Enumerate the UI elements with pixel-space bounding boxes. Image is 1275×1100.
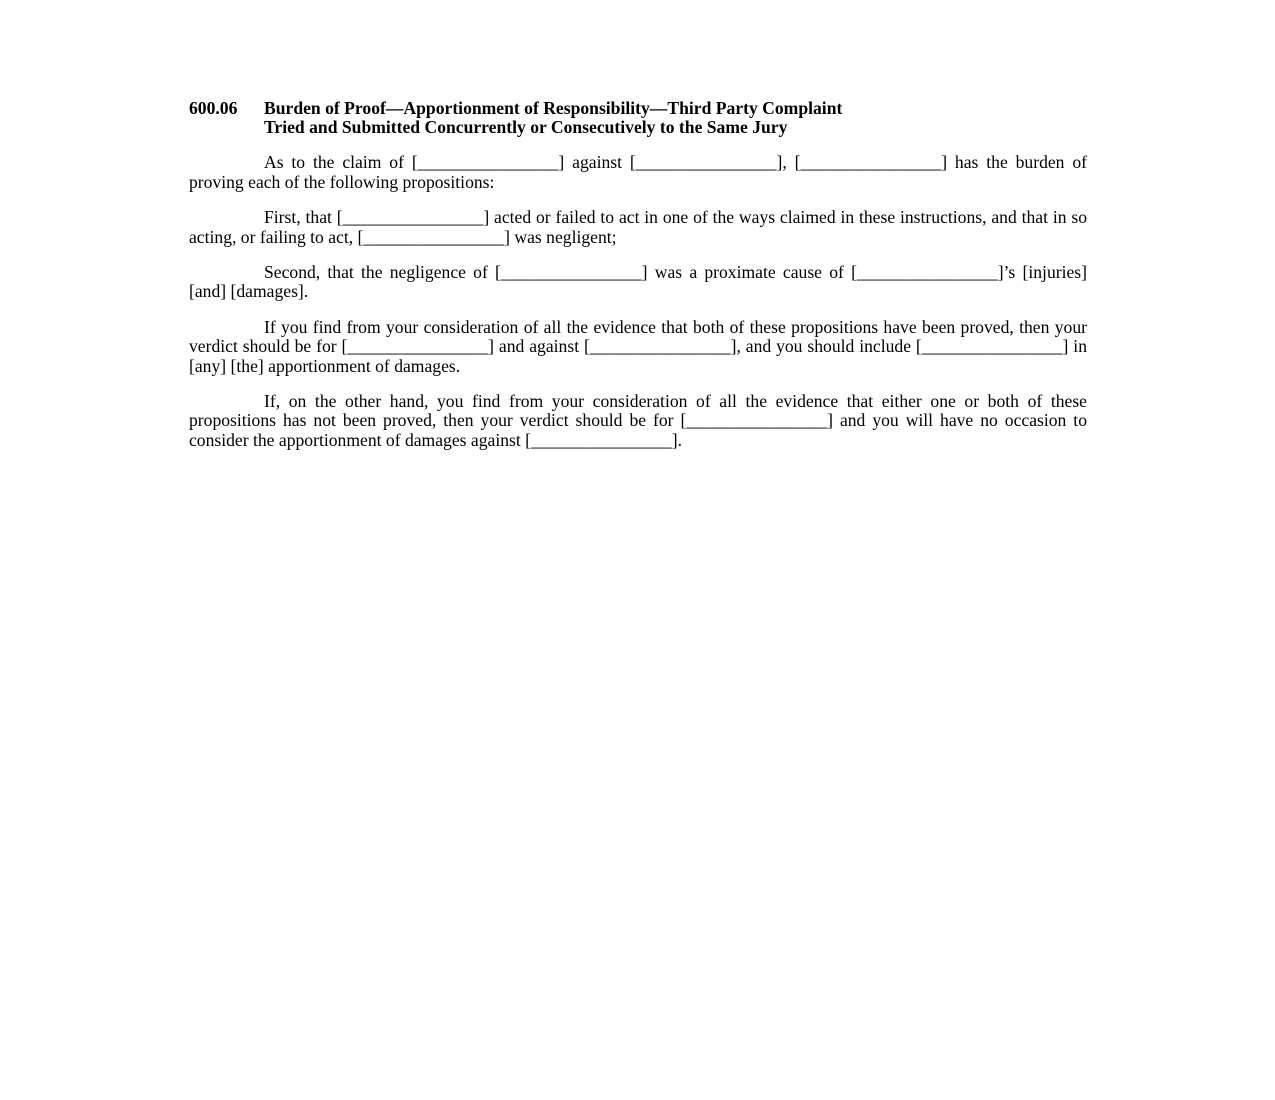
paragraph-burden-intro: As to the claim of [________________] against [________________], [________________] has the burden of proving each of the following propositions: xyxy=(189,152,1087,192)
paragraph-verdict-proved: If you find from your consideration of all the evidence that both of these propositions have been proved, then your verdict should be for [________________] and against [________________], and you should include [________________] in [any] [the] apportionment of damages. xyxy=(189,317,1087,376)
section-number: 600.06 xyxy=(189,98,238,118)
paragraph-second-proposition: Second, that the negligence of [________________] was a proximate cause of [________________]’s [injuries] [and] [damages]. xyxy=(189,262,1087,302)
document-page xyxy=(189,99,1087,466)
paragraph-verdict-not-proved: If, on the other hand, you find from your consideration of all the evidence that either one or both of these propositions has not been proved, then your verdict should be for [________________] and you will have no occasion to consider the apportionment of damages against [________________]. xyxy=(189,391,1087,450)
heading-title-line-2: Tried and Submitted Concurrently or Consecutively to the Same Jury xyxy=(264,117,788,138)
paragraph-first-proposition: First, that [________________] acted or failed to act in one of the ways claimed in these instructions, and that in so acting, or failing to act, [________________] was negligent; xyxy=(189,207,1087,247)
instruction-heading xyxy=(189,99,1087,137)
heading-title-line-1: Burden of Proof—Apportionment of Responsibility—Third Party Complaint xyxy=(264,98,843,118)
